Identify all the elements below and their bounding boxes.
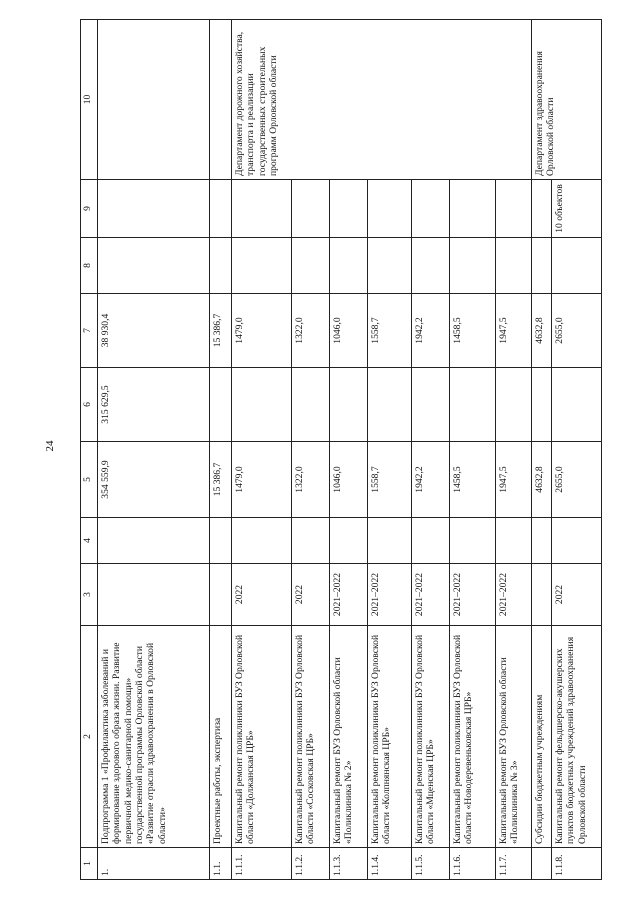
table-cell-c9 — [98, 180, 210, 238]
table-cell-c3: 2021–2022 — [496, 564, 532, 626]
table-cell-c1: 1.1.4. — [368, 848, 412, 880]
table-cell-c6 — [232, 368, 292, 442]
table-cell-c5: 1322,0 — [292, 442, 330, 518]
table-cell-c6 — [552, 368, 602, 442]
table-cell-c1: 1.1. — [210, 848, 232, 880]
table-cell-c5: 1942,2 — [412, 442, 450, 518]
header-cell: 8 — [81, 238, 98, 294]
table-cell-c8 — [496, 238, 532, 294]
table-cell-c6 — [450, 368, 496, 442]
table-cell-c2: Капитальный ремонт поликлиники БУЗ Орловской области «Мценская ЦРБ» — [412, 626, 450, 848]
table-body — [98, 20, 602, 880]
budget-table — [80, 19, 602, 880]
table-cell-c4 — [368, 518, 412, 564]
table-cell-c1: 1.1.8. — [552, 848, 602, 880]
table-cell-c8 — [412, 238, 450, 294]
header-cell: 3 — [81, 564, 98, 626]
table-cell-c9 — [232, 180, 292, 238]
header-cell: 6 — [81, 368, 98, 442]
table-cell-c5: 1558,7 — [368, 442, 412, 518]
table-cell-c8 — [98, 238, 210, 294]
table-cell-c7: 15 386,7 — [210, 294, 232, 368]
table-cell-c4 — [412, 518, 450, 564]
table-cell-c10: Департамент дорожного хозяйства, транспорта и реализации государственных строительных программ Орловской области — [232, 20, 532, 180]
table-cell-c3: 2021–2022 — [330, 564, 368, 626]
table-cell-c4 — [532, 518, 552, 564]
table-cell-c3: 2022 — [232, 564, 292, 626]
table-cell-c9 — [496, 180, 532, 238]
table-cell-c8 — [368, 238, 412, 294]
table-cell-c3: 2022 — [552, 564, 602, 626]
rotated-table-container — [80, 20, 625, 880]
table-cell-c2: Капитальный ремонт БУЗ Орловской области «Поликлиника № 3» — [496, 626, 532, 848]
table-cell-c2: Субсидии бюджетным учреждениям — [532, 626, 552, 848]
header-cell: 2 — [81, 626, 98, 848]
table-cell-c8 — [450, 238, 496, 294]
header-cell: 9 — [81, 180, 98, 238]
table-cell-c1: 1.1.2. — [292, 848, 330, 880]
table-cell-c6 — [496, 368, 532, 442]
table-cell-c5: 4632,8 — [532, 442, 552, 518]
table-cell-c7: 38 930,4 — [98, 294, 210, 368]
table-cell-c1: 1.1.7. — [496, 848, 532, 880]
table-cell-c4 — [552, 518, 602, 564]
table-cell-c4 — [98, 518, 210, 564]
table-row — [532, 20, 552, 880]
table-cell-c7: 1942,2 — [412, 294, 450, 368]
table-cell-c4 — [496, 518, 532, 564]
table-cell-c8 — [532, 238, 552, 294]
table-cell-c9 — [412, 180, 450, 238]
table-cell-c3 — [532, 564, 552, 626]
page-number: 24 — [44, 440, 56, 452]
table-cell-c6 — [330, 368, 368, 442]
table-cell-c8 — [552, 238, 602, 294]
table-cell-c1: 1.1.6. — [450, 848, 496, 880]
table-cell-c2: Подпрограмма 1 «Профилактика заболеваний и формирование здорового образа жизни. Развитие первичной медико-санитарной помощи» государственной программы Орловской области «Развитие отрасли здравоохранения в Орловской области» — [98, 626, 210, 848]
table-cell-c3: 2021–2022 — [412, 564, 450, 626]
table-cell-c6 — [210, 368, 232, 442]
table-cell-c7: 1322,0 — [292, 294, 330, 368]
table-cell-c7: 1558,7 — [368, 294, 412, 368]
table-cell-c10 — [98, 20, 210, 180]
table-cell-c5: 1046,0 — [330, 442, 368, 518]
table-cell-c7: 1046,0 — [330, 294, 368, 368]
table-cell-c9 — [330, 180, 368, 238]
header-cell: 7 — [81, 294, 98, 368]
table-cell-c4 — [330, 518, 368, 564]
table-cell-c3 — [210, 564, 232, 626]
table-cell-c8 — [292, 238, 330, 294]
table-cell-c4 — [292, 518, 330, 564]
table-cell-c2: Капитальный ремонт фельдшерско-акушерских пунктов бюджетных учреждений здравоохранения Орловской области — [552, 626, 602, 848]
table-cell-c3: 2021–2022 — [368, 564, 412, 626]
table-cell-c8 — [232, 238, 292, 294]
table-cell-c2: Капитальный ремонт поликлиники БУЗ Орловской области «Сосковская ЦРБ» — [292, 626, 330, 848]
table-cell-c1: 1.1.3. — [330, 848, 368, 880]
table-cell-c5: 354 559,9 — [98, 442, 210, 518]
table-cell-c3 — [98, 564, 210, 626]
table-cell-c2: Капитальный ремонт поликлиники БУЗ Орловской области «Должанская ЦРБ» — [232, 626, 292, 848]
table-row — [210, 20, 232, 880]
table-cell-c1: 1.1.1. — [232, 848, 292, 880]
table-cell-c7: 4632,8 — [532, 294, 552, 368]
table-cell-c10: Департамент здравоохранения Орловской области — [532, 20, 602, 180]
table-cell-c5: 15 386,7 — [210, 442, 232, 518]
table-cell-c7: 2655,0 — [552, 294, 602, 368]
table-cell-c1 — [532, 848, 552, 880]
table-cell-c1: 1. — [98, 848, 210, 880]
table-cell-c5: 1947,5 — [496, 442, 532, 518]
header-row — [81, 20, 98, 880]
table-cell-c2: Капитальный ремонт поликлиники БУЗ Орловской области «Новодеревеньковская ЦРБ» — [450, 626, 496, 848]
header-cell: 1 — [81, 848, 98, 880]
table-cell-c2: Капитальный ремонт БУЗ Орловской области «Поликлиника № 2» — [330, 626, 368, 848]
table-cell-c7: 1479,0 — [232, 294, 292, 368]
header-cell: 10 — [81, 20, 98, 180]
table-cell-c2: Капитальный ремонт поликлиники БУЗ Орловской области «Колпнянская ЦРБ» — [368, 626, 412, 848]
table-cell-c5: 2655,0 — [552, 442, 602, 518]
table-cell-c3: 2021–2022 — [450, 564, 496, 626]
table-cell-c6 — [412, 368, 450, 442]
table-cell-c5: 1458,5 — [450, 442, 496, 518]
table-cell-c8 — [210, 238, 232, 294]
table-cell-c6: 315 629,5 — [98, 368, 210, 442]
table-cell-c5: 1479,0 — [232, 442, 292, 518]
table-cell-c4 — [450, 518, 496, 564]
table-cell-c6 — [368, 368, 412, 442]
table-cell-c10 — [210, 20, 232, 180]
table-cell-c9: 10 объектов — [552, 180, 602, 238]
table-cell-c7: 1947,5 — [496, 294, 532, 368]
table-row — [98, 20, 210, 880]
table-row — [232, 20, 292, 880]
table-cell-c9 — [210, 180, 232, 238]
table-cell-c2: Проектные работы, экспертиза — [210, 626, 232, 848]
table-cell-c4 — [232, 518, 292, 564]
header-cell: 5 — [81, 442, 98, 518]
table-cell-c6 — [532, 368, 552, 442]
table-cell-c7: 1458,5 — [450, 294, 496, 368]
table-cell-c3: 2022 — [292, 564, 330, 626]
table-cell-c8 — [330, 238, 368, 294]
table-cell-c6 — [292, 368, 330, 442]
table-cell-c9 — [368, 180, 412, 238]
table-cell-c9 — [292, 180, 330, 238]
table-cell-c9 — [532, 180, 552, 238]
table-cell-c4 — [210, 518, 232, 564]
header-cell: 4 — [81, 518, 98, 564]
table-cell-c9 — [450, 180, 496, 238]
table-cell-c1: 1.1.5. — [412, 848, 450, 880]
